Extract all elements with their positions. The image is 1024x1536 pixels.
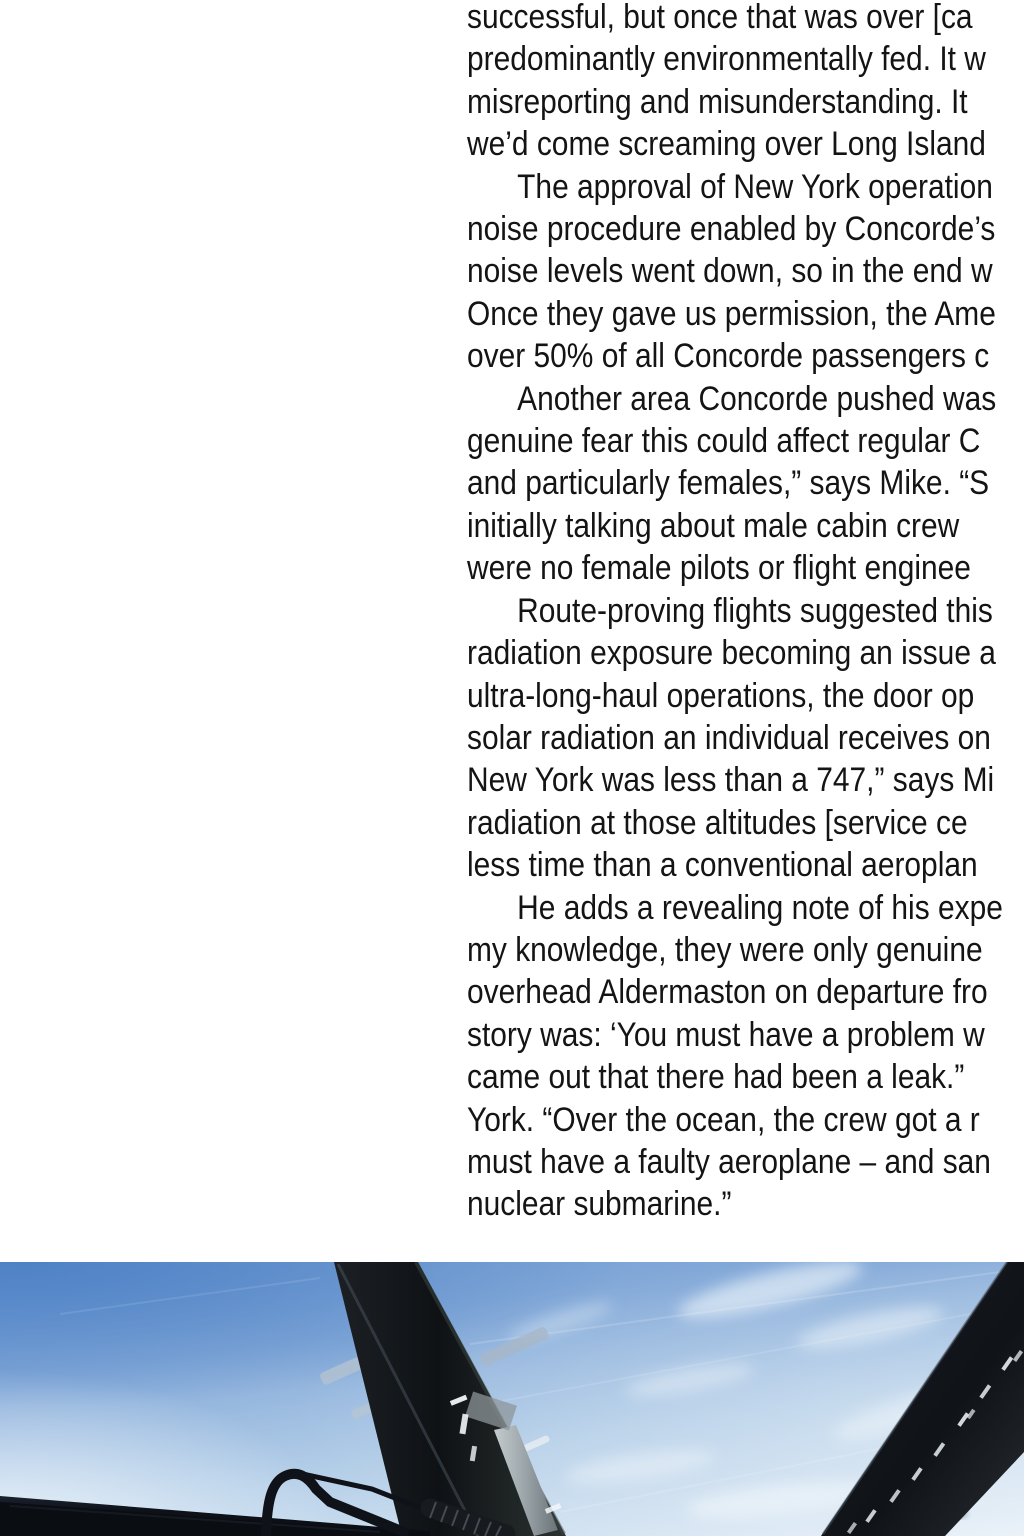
article-line: we’d come screaming over Long Island (467, 125, 986, 164)
article-line: Another area Concorde pushed was (517, 379, 997, 418)
article-line: radiation at those altitudes [service ce (467, 803, 968, 842)
article-line: Once they gave us permission, the Ame (467, 294, 996, 333)
article-line: misreporting and misunderstanding. It (467, 82, 968, 121)
article-line: overhead Aldermaston on departure fro (467, 973, 988, 1012)
article-line: initially talking about male cabin crew (467, 506, 960, 545)
article-line: came out that there had been a leak.” (467, 1058, 965, 1097)
article-line: The approval of New York operation (517, 167, 993, 206)
article-line: He adds a revealing note of his expe (517, 888, 1003, 927)
article-line: predominantly environmentally fed. It w (467, 40, 986, 79)
article-line: story was: ‘You must have a problem w (467, 1015, 985, 1054)
article-text-column (467, 0, 1024, 1226)
article-line: and particularly females,” says Mike. “S (467, 464, 990, 503)
article-line: noise procedure enabled by Concorde’s (467, 210, 996, 249)
article-line: New York was less than a 747,” says Mi (467, 761, 995, 800)
article-line: less time than a conventional aeroplan (467, 846, 978, 885)
article-line: over 50% of all Concorde passengers c (467, 337, 990, 376)
right-windscreen-pillar (821, 1262, 1024, 1536)
article-line: noise levels went down, so in the end w (467, 252, 993, 291)
cockpit-photo-shapes (0, 1262, 1024, 1536)
article-line: genuine fear this could affect regular C (467, 422, 981, 461)
article-line: were no female pilots or flight enginee (467, 549, 971, 588)
article-line: successful, but once that was over [ca (467, 0, 973, 36)
article-line: radiation exposure becoming an issue a (467, 634, 996, 673)
article-line: my knowledge, they were only genuine (467, 930, 983, 969)
article-line: nuclear submarine.” (467, 1185, 732, 1224)
article-line: Route-proving flights suggested this (517, 591, 993, 630)
article-line: ultra-long-haul operations, the door op (467, 676, 975, 715)
article-line: York. “Over the ocean, the crew got a r (467, 1100, 980, 1139)
article-line: solar radiation an individual receives on (467, 718, 991, 757)
cockpit-photo (0, 1262, 1024, 1536)
article-line: must have a faulty aeroplane – and san (467, 1142, 991, 1181)
